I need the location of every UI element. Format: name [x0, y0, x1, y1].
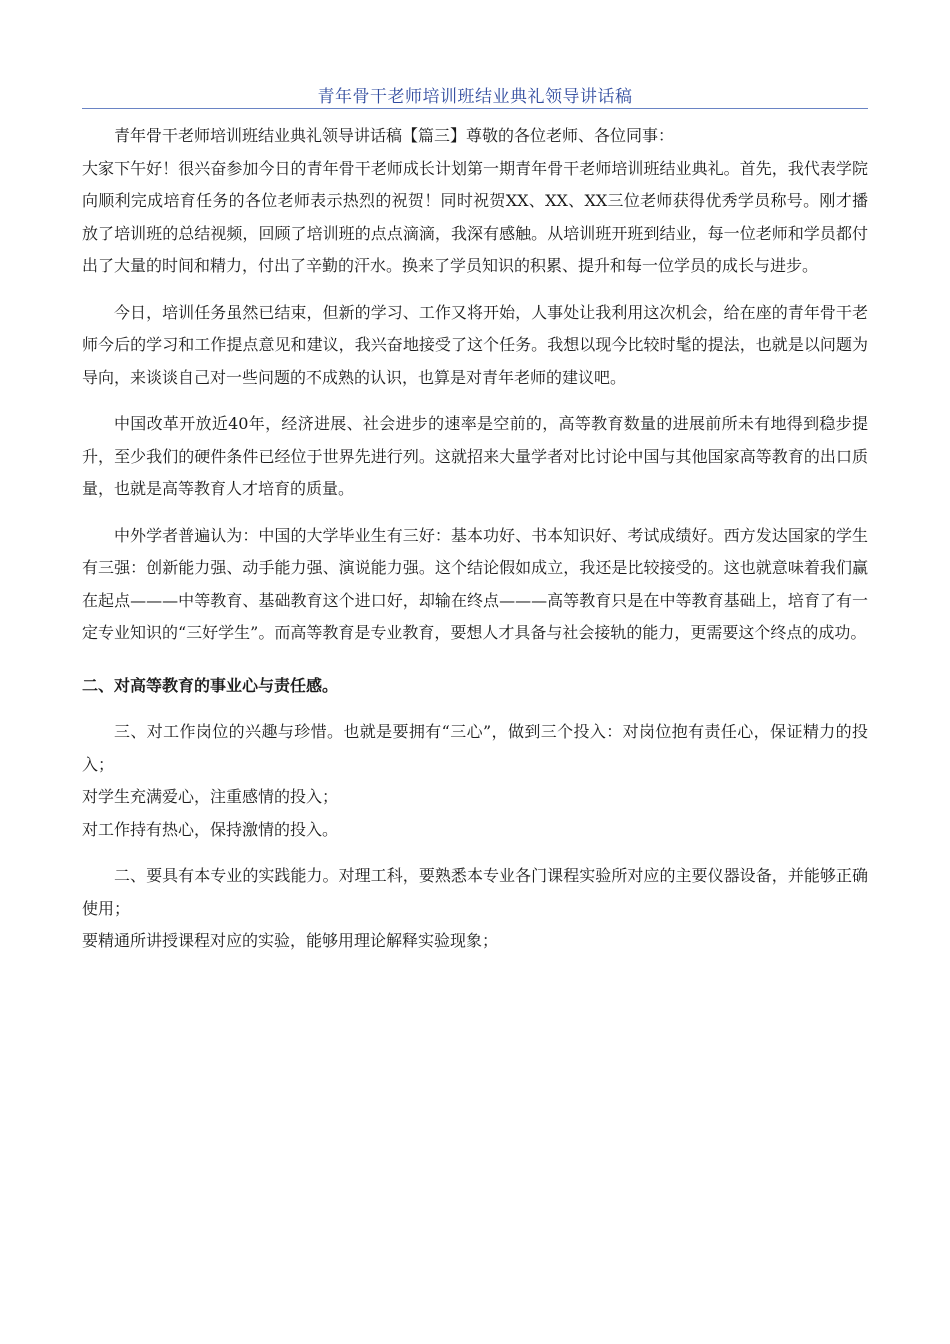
paragraph: 中国改革开放近40年，经济进展、社会进步的速率是空前的，高等教育数量的进展前所未有地得到稳步提升，至少我们的硬件条件已经位于世界先进行列。这就招来大量学者对比讨论中国与其他国家高等教育的出口质量，也就是高等教育人才培育的质量。 — [82, 414, 868, 498]
section-heading: 二、对高等教育的事业心与责任感。 — [82, 675, 339, 695]
paragraph: 中外学者普遍认为：中国的大学毕业生有三好：基本功好、书本知识好、考试成绩好。西方发达国家的学生有三强：创新能力强、动手能力强、演说能力强。这个结论假如成立，我还是比较接受的。这也就意味着我们赢在起点———中等教育、基础教育这个进口好，却输在终点———高等教育只是在中等教育基础上，培育了有一定专业知识的“三好学生”。而高等教育是专业教育，要想人才具备与社会接轨的能力，更需要这个终点的成功。 — [82, 525, 868, 642]
paragraph-line: 对学生充满爱心，注重感情的投入； — [82, 787, 339, 806]
paragraph: 今日，培训任务虽然已结束，但新的学习、工作又将开始，人事处让我利用这次机会，给在座的青年骨干老师今后的学习和工作提点意见和建议，我兴奋地接受了这个任务。我想以现今比较时髦的提法，也就是以问题为导向，来谈谈自己对一些问题的不成熟的认识，也算是对青年老师的建议吧。 — [82, 302, 868, 387]
paragraph: 二、要具有本专业的实践能力。对理工科，要熟悉本专业各门课程实验所对应的主要仪器设备，并能够正确使用； — [82, 866, 868, 918]
paragraph: 三、对工作岗位的兴趣与珍惜。也就是要拥有“三心”，做到三个投入：对岗位抱有责任心，保证精力的投入； — [82, 722, 868, 774]
paragraph-line: 要精通所讲授课程对应的实验，能够用理论解释实验现象； — [82, 931, 499, 950]
header-divider — [82, 108, 868, 109]
page-header-title: 青年骨干老师培训班结业典礼领导讲话稿 — [317, 87, 633, 107]
paragraph-line: 对工作持有热心，保持激情的投入。 — [82, 819, 339, 839]
paragraph-intro: 青年骨干老师培训班结业典礼领导讲话稿【篇三】尊敬的各位老师、各位同事： — [114, 126, 675, 145]
document-body — [82, 120, 868, 958]
paragraph-greeting: 大家下午好！很兴奋参加今日的青年骨干老师成长计划第一期青年骨干老师培训班结业典礼。首先，我代表学院向顺利完成培育任务的各位老师表示热烈的祝贺！同时祝贺XX、XX、XX三位老师获得优秀学员称号。刚才播放了培训班的总结视频，回顾了培训班的点点滴滴，我深有感触。从培训班开班到结业，每一位老师和学员都付出了大量的时间和精力，付出了辛勤的汗水。换来了学员知识的积累、提升和每一位学员的成长与进步。 — [82, 158, 868, 275]
